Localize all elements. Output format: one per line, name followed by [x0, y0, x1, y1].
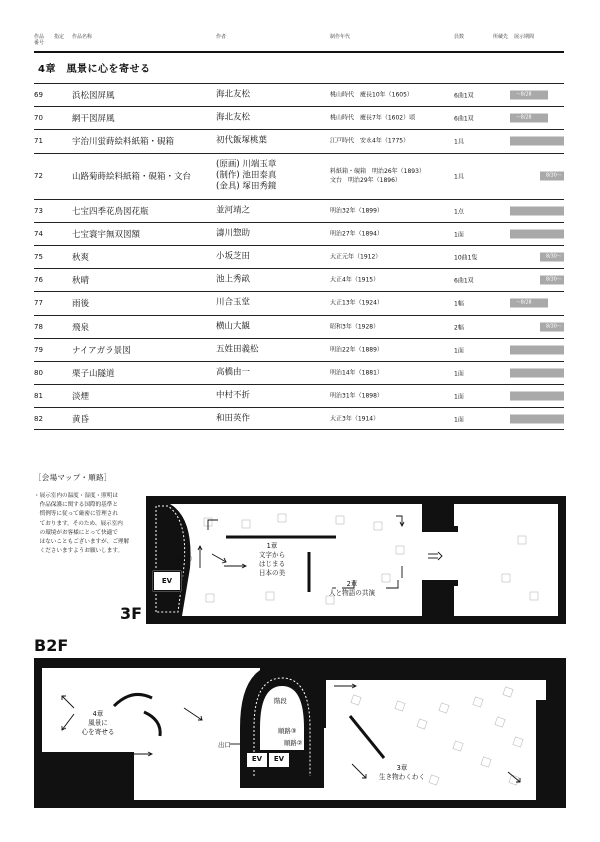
works-table [34, 83, 564, 430]
work-quantity: 1面 [454, 347, 464, 355]
work-number: 82 [34, 414, 43, 423]
work-date: 明治32年（1899） [330, 207, 383, 215]
work-title: 網干図屏風 [72, 114, 115, 125]
table-row [34, 199, 564, 222]
work-date: 大正4年（1915） [330, 276, 380, 284]
work-artist: 池上秀畝 [216, 274, 251, 285]
header-date: 制作年代 [330, 34, 351, 40]
display-period-bar [510, 137, 564, 146]
floor-plan-b2f [34, 658, 566, 808]
header-qty: 員数 [454, 34, 465, 40]
work-artist: 和田英作 [216, 413, 251, 424]
work-number: 71 [34, 137, 43, 146]
table-row [34, 407, 564, 430]
work-artist: 横山大観 [216, 321, 251, 332]
work-date: 明治27年（1894） [330, 230, 383, 238]
table-row [34, 268, 564, 291]
work-title: 浜松図屏風 [72, 91, 115, 102]
chapter-3-label: 3章 生き物わくわく [378, 764, 426, 781]
work-date: 大正元年（1912） [330, 253, 382, 261]
chapter-2-label: 2章 人と物語の共演 [328, 580, 376, 597]
display-period-bar: ～8/28 [510, 299, 548, 308]
work-quantity: 1具 [454, 138, 464, 146]
table-row [34, 291, 564, 314]
route-1-label: 順路① [174, 555, 193, 563]
work-number: 79 [34, 345, 43, 354]
display-period-bar [510, 414, 564, 423]
work-quantity: 1面 [454, 416, 464, 424]
work-title: 秋爽 [72, 253, 90, 264]
map-title: ［会場マップ・順路］ [34, 473, 112, 482]
display-period-bar: ～8/28 [510, 91, 548, 100]
display-period-bar: 8/30～ [540, 172, 564, 181]
table-row [34, 106, 564, 129]
work-number: 70 [34, 114, 43, 123]
work-title: 宇治川蛍蒔絵料紙箱・硯箱 [72, 137, 175, 148]
work-date: 江戸時代 安永4年（1775） [330, 137, 410, 145]
work-number: 72 [34, 172, 43, 181]
header-period: 展示期間 [514, 34, 535, 40]
route-3-label: 順路③ [278, 727, 297, 735]
table-row [34, 338, 564, 361]
work-artist: 並河靖之 [216, 205, 251, 216]
work-date: 料紙箱・硯箱 明治26年（1893） 文台 明治29年（1896） [330, 168, 425, 185]
header-title: 作品名称 [72, 34, 93, 40]
table-header [34, 34, 564, 52]
work-title: 雨後 [72, 299, 90, 310]
header-rule [34, 51, 564, 53]
table-row [34, 384, 564, 407]
work-date: 桃山時代 慶長10年（1605） [330, 91, 413, 99]
table-row [34, 83, 564, 106]
work-quantity: 1幅 [454, 300, 464, 308]
work-title: 秋晴 [72, 276, 90, 287]
work-number: 75 [34, 253, 43, 262]
display-period-bar: 8/30～ [540, 322, 564, 331]
work-artist: 川合玉堂 [216, 297, 251, 308]
work-date: 桃山時代 慶長7年（1602）頃 [330, 114, 416, 122]
work-artist: 海北友松 [216, 89, 251, 100]
work-quantity: 6曲1双 [454, 115, 474, 123]
chapter-1-label: 1章 文字から はじまる 日本の美 [258, 542, 286, 577]
work-number: 69 [34, 91, 43, 100]
work-title: 黄昏 [72, 414, 90, 425]
table-row [34, 315, 564, 338]
stairs-label: 階段 [274, 697, 287, 705]
work-title: 飛泉 [72, 322, 90, 333]
header-no: 作品 番号 [34, 34, 45, 46]
work-quantity: 6曲1双 [454, 277, 474, 285]
work-title: 七宝寰宇無双図額 [72, 229, 141, 240]
work-title: 山路菊蒔絵料紙箱・硯箱・文台 [72, 172, 192, 183]
work-number: 80 [34, 368, 43, 377]
work-date: 大正3年（1914） [330, 415, 380, 423]
chapter-title: 4章 風景に心を寄せる [38, 64, 151, 75]
work-artist: 高橋由一 [216, 367, 251, 378]
route-2-label: 順路② [284, 739, 303, 747]
work-number: 81 [34, 392, 43, 401]
display-period-bar [510, 229, 564, 238]
work-quantity: 1面 [454, 393, 464, 401]
table-row [34, 361, 564, 384]
ev-b2f-right: EV [268, 752, 290, 768]
work-date: 明治22年（1889） [330, 346, 383, 354]
work-quantity: 6曲1双 [454, 92, 474, 100]
floor-label-b2f: B2F [34, 636, 69, 655]
work-number: 78 [34, 322, 43, 331]
work-title: ナイアガラ景図 [72, 345, 131, 356]
work-artist: 海北友松 [216, 112, 251, 123]
table-row [34, 222, 564, 245]
work-title: 栗子山隧道 [72, 368, 115, 379]
work-title: 淡煙 [72, 392, 90, 403]
display-period-bar: ～8/28 [510, 114, 548, 123]
work-quantity: 2幅 [454, 324, 464, 332]
work-artist: 初代飯塚桃葉 [216, 135, 268, 146]
chapter-4-label: 4章 風景に 心を寄せる [81, 710, 115, 736]
exit-label: 出口 [218, 741, 231, 749]
ev-b2f-left: EV [246, 752, 268, 768]
work-quantity: 1具 [454, 173, 464, 181]
work-date: 昭和3年（1928） [330, 323, 380, 331]
display-period-bar [510, 206, 564, 215]
work-quantity: 1面 [454, 231, 464, 239]
work-quantity: 1面 [454, 370, 464, 378]
work-date: 明治31年（1898） [330, 392, 383, 400]
work-title: 七宝四季花鳥図花瓶 [72, 206, 149, 217]
work-quantity: 1点 [454, 208, 464, 216]
table-row [34, 245, 564, 268]
work-number: 73 [34, 206, 43, 215]
display-period-bar [510, 345, 564, 354]
floor-plan-3f [146, 496, 566, 624]
work-artist: 濤川惣助 [216, 228, 251, 239]
table-row [34, 153, 564, 199]
ev-3f: EV [153, 571, 181, 591]
display-period-bar: 8/30～ [540, 253, 564, 262]
display-period-bar [510, 368, 564, 377]
header-owner: 所蔵先 [493, 34, 509, 40]
display-period-bar [510, 392, 564, 401]
table-row [34, 129, 564, 152]
work-number: 74 [34, 229, 43, 238]
work-number: 77 [34, 299, 43, 308]
header-designation: 指定 [54, 34, 65, 40]
work-date: 大正13年（1924） [330, 299, 383, 307]
map-note: ・展示室内の温度・湿度・照明は 作品保護に関する国際的基準と 慣例等に従って厳密に管理され ております。そのため、展示室内 の環境がお客様にとって快適で はないこともございますが、ご理解 くださいますようお願いします。 [34, 493, 130, 555]
work-date: 明治14年（1881） [330, 369, 383, 377]
work-quantity: 10曲1隻 [454, 254, 478, 262]
work-number: 76 [34, 276, 43, 285]
work-artist: (原画) 川端玉章 (制作) 池田泰真 (金具) 塚田秀鏡 [216, 159, 277, 192]
header-artist: 作者 [216, 34, 227, 40]
floor-label-3f: 3F [120, 604, 143, 623]
display-period-bar: 8/30～ [540, 276, 564, 285]
work-artist: 中村不折 [216, 390, 251, 401]
work-artist: 小坂芝田 [216, 251, 251, 262]
work-artist: 五姓田義松 [216, 344, 259, 355]
